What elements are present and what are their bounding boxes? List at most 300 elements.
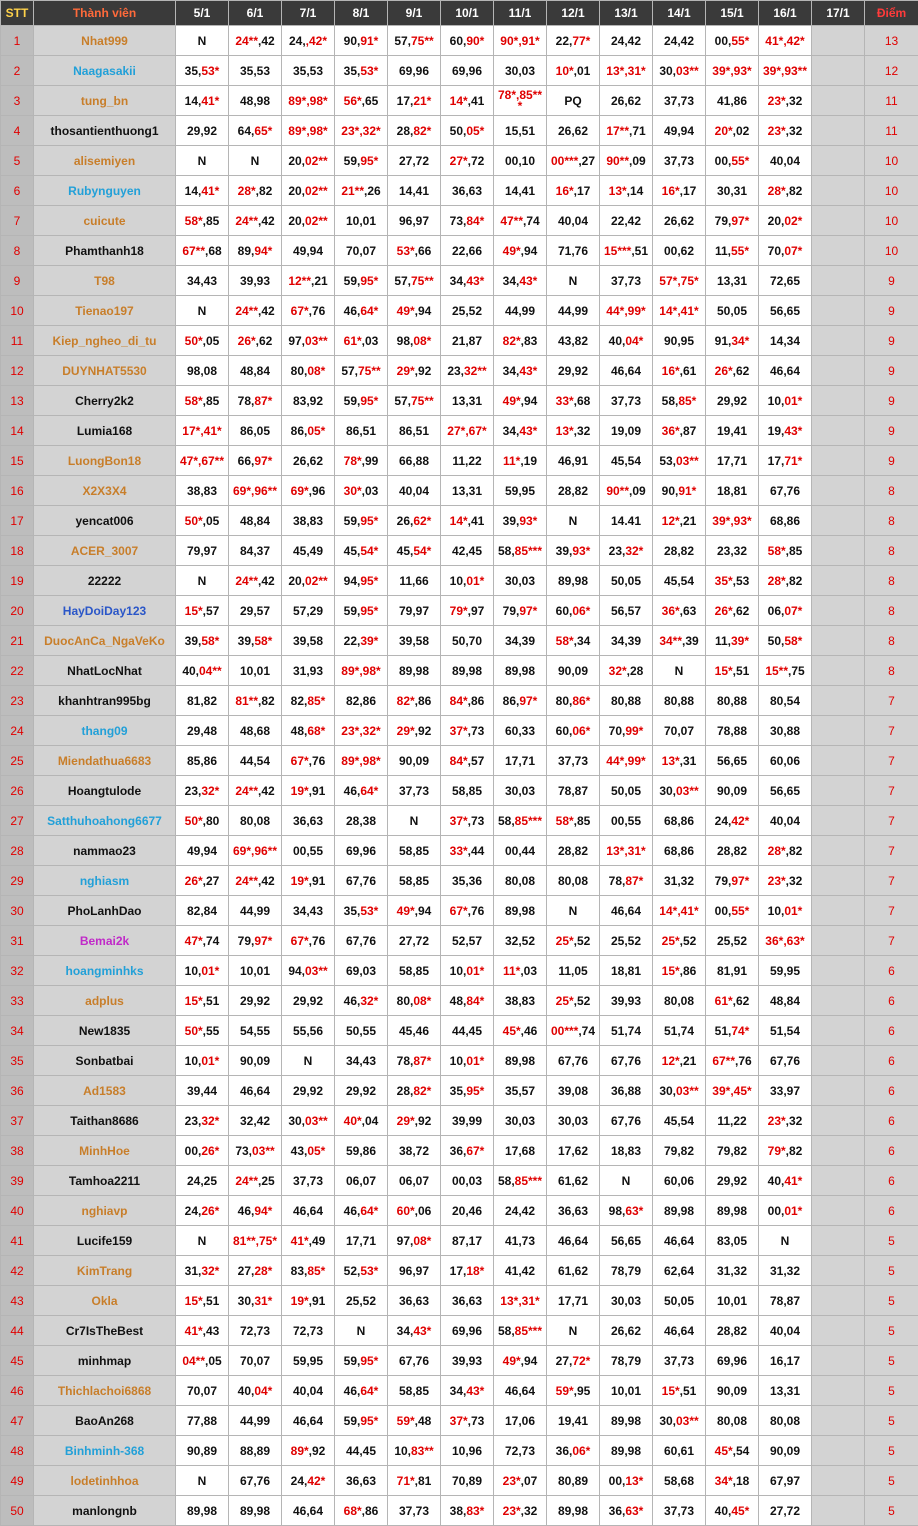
table-row — [1, 266, 918, 296]
score-part: ,03 — [520, 964, 537, 978]
score-part: 50,05 — [611, 574, 641, 588]
score-part: 67,97 — [770, 1474, 800, 1488]
score-part: 85,86 — [187, 754, 217, 768]
score-part: 34, — [397, 1324, 414, 1338]
score-cell — [494, 926, 547, 956]
score-cell — [176, 236, 229, 266]
points-cell: 10 — [865, 146, 918, 176]
score-cell — [335, 626, 388, 656]
score-cell — [388, 146, 441, 176]
score-cell — [653, 86, 706, 116]
rank-cell: 23 — [1, 686, 34, 716]
score-part: 10, — [768, 394, 785, 408]
score-cell — [282, 116, 335, 146]
rank-cell: 48 — [1, 1436, 34, 1466]
score-part: 69,96 — [452, 1324, 482, 1338]
score-cell — [547, 1226, 600, 1256]
score-cell — [759, 926, 812, 956]
score-part: 94* — [254, 244, 272, 258]
score-part: 87* — [254, 394, 272, 408]
score-cell — [335, 926, 388, 956]
score-part: 89* — [288, 94, 306, 108]
table-row — [1, 1496, 918, 1526]
score-part: 58,85 — [399, 964, 429, 978]
score-part: 64* — [360, 1384, 378, 1398]
score-part: 78,79 — [611, 1264, 641, 1278]
score-part: 34,43 — [293, 904, 323, 918]
score-part: 80,88 — [611, 694, 641, 708]
score-cell — [653, 1136, 706, 1166]
score-part: 41* — [784, 1174, 802, 1188]
score-part: 80, — [291, 364, 308, 378]
empty-cell — [812, 536, 865, 566]
score-part: ,45* — [730, 1084, 751, 1098]
table-row — [1, 26, 918, 56]
score-cell — [494, 296, 547, 326]
score-part: 06, — [768, 604, 785, 618]
score-part: 35, — [450, 1084, 467, 1098]
score-part: 40, — [238, 1384, 255, 1398]
score-part: 53* — [201, 64, 219, 78]
score-part: 14* — [659, 904, 677, 918]
score-cell — [494, 1436, 547, 1466]
score-cell — [229, 1436, 282, 1466]
score-part: 81,82 — [187, 694, 217, 708]
score-part: 58,85 — [452, 784, 482, 798]
score-part: 30, — [659, 1084, 676, 1098]
score-part: 25,52 — [611, 934, 641, 948]
score-part: 89* — [341, 664, 359, 678]
score-part: 34, — [503, 274, 520, 288]
score-cell — [494, 476, 547, 506]
member-name: X2X3X4 — [34, 476, 176, 506]
empty-cell — [812, 566, 865, 596]
score-part: 24** — [235, 214, 258, 228]
points-cell: 7 — [865, 746, 918, 776]
score-cell — [706, 416, 759, 446]
rank-cell: 47 — [1, 1406, 34, 1436]
empty-cell — [812, 116, 865, 146]
score-part: 05* — [307, 424, 325, 438]
score-part: ,81 — [415, 1474, 432, 1488]
table-row — [1, 296, 918, 326]
score-cell — [494, 416, 547, 446]
score-cell — [229, 146, 282, 176]
score-part: 85*** — [515, 814, 542, 828]
score-cell — [335, 386, 388, 416]
score-part: 39, — [238, 634, 255, 648]
score-part: 46,91 — [558, 454, 588, 468]
score-cell — [176, 1286, 229, 1316]
score-part: 27, — [556, 1354, 573, 1368]
score-part: 27* — [450, 154, 468, 168]
score-part: 08* — [413, 1234, 431, 1248]
score-part: ,41 — [468, 94, 485, 108]
score-cell — [229, 926, 282, 956]
score-part: 51,74 — [611, 1024, 641, 1038]
score-part: 19,09 — [611, 424, 641, 438]
header-date: 13/1 — [600, 1, 653, 26]
score-part: 68,86 — [664, 814, 694, 828]
score-cell — [176, 1136, 229, 1166]
score-part: 66,88 — [399, 454, 429, 468]
score-cell — [600, 1286, 653, 1316]
header-date: 5/1 — [176, 1, 229, 26]
score-cell — [653, 1256, 706, 1286]
score-part: 17** — [606, 124, 629, 138]
score-cell — [388, 596, 441, 626]
empty-cell — [812, 1136, 865, 1166]
score-part: ,41 — [468, 514, 485, 528]
score-cell — [176, 266, 229, 296]
score-part: 47* — [185, 934, 203, 948]
score-part: 67** — [712, 1054, 735, 1068]
score-part: ,85 — [574, 814, 591, 828]
empty-cell — [812, 1016, 865, 1046]
rank-cell: 19 — [1, 566, 34, 596]
score-part: 60* — [397, 1204, 415, 1218]
points-cell: 6 — [865, 1106, 918, 1136]
score-cell — [706, 986, 759, 1016]
score-cell — [706, 1496, 759, 1526]
score-cell — [653, 296, 706, 326]
score-part: 85* — [678, 394, 696, 408]
score-part: 67,76 — [240, 1474, 270, 1488]
score-cell — [282, 566, 335, 596]
score-part: 90** — [606, 484, 629, 498]
score-part: 40* — [344, 1114, 362, 1128]
score-part: 37,73 — [399, 1504, 429, 1518]
points-cell: 11 — [865, 116, 918, 146]
score-cell — [706, 1406, 759, 1436]
score-part: 42* — [307, 1474, 325, 1488]
score-cell — [759, 386, 812, 416]
score-part: 49,94 — [293, 244, 323, 258]
score-cell — [653, 1496, 706, 1526]
score-cell — [335, 1316, 388, 1346]
score-cell — [335, 1106, 388, 1136]
score-part: 61* — [344, 334, 362, 348]
score-part: 31* — [254, 1294, 272, 1308]
score-cell — [176, 1316, 229, 1346]
score-part: 97* — [519, 694, 537, 708]
score-cell — [176, 1196, 229, 1226]
score-cell — [759, 686, 812, 716]
score-part: 59, — [344, 604, 361, 618]
table-row — [1, 86, 918, 116]
score-cell — [176, 56, 229, 86]
score-part: 43* — [519, 364, 537, 378]
score-part: 12* — [662, 1054, 680, 1068]
member-name: minhmap — [34, 1346, 176, 1376]
points-cell: 7 — [865, 716, 918, 746]
score-part: 98,08 — [187, 364, 217, 378]
score-part: 00, — [185, 1144, 202, 1158]
score-cell — [388, 896, 441, 926]
points-cell: 5 — [865, 1466, 918, 1496]
score-cell — [388, 86, 441, 116]
score-part: 38,83 — [187, 484, 217, 498]
score-part: 45, — [344, 544, 361, 558]
score-part: 69* — [233, 844, 251, 858]
score-part: 70,89 — [452, 1474, 482, 1488]
score-part: 48, — [291, 724, 308, 738]
rank-cell: 13 — [1, 386, 34, 416]
score-part: ,51 — [680, 1384, 697, 1398]
score-part: 44,45 — [346, 1444, 376, 1458]
score-cell — [547, 1496, 600, 1526]
score-cell — [706, 236, 759, 266]
score-part: ,96** — [251, 844, 277, 858]
score-cell — [653, 536, 706, 566]
score-part: ,63* — [783, 934, 804, 948]
score-cell — [759, 566, 812, 596]
member-name: Phamthanh18 — [34, 236, 176, 266]
member-name: New1835 — [34, 1016, 176, 1046]
score-part: 28* — [238, 184, 256, 198]
score-part: 63* — [625, 1204, 643, 1218]
score-part: 90,09 — [240, 1054, 270, 1068]
score-cell — [653, 356, 706, 386]
score-part: ,51 — [203, 1294, 220, 1308]
score-cell — [706, 1196, 759, 1226]
rank-cell: 18 — [1, 536, 34, 566]
score-part: 89,98 — [664, 1204, 694, 1218]
score-part: 58* — [254, 634, 272, 648]
score-cell — [494, 1496, 547, 1526]
score-cell — [600, 1256, 653, 1286]
score-part: 46, — [344, 1204, 361, 1218]
score-cell — [388, 626, 441, 656]
score-part: 52, — [344, 1264, 361, 1278]
score-cell — [441, 746, 494, 776]
header-date: 12/1 — [547, 1, 600, 26]
score-part: 14* — [450, 514, 468, 528]
score-part: 72,73 — [293, 1324, 323, 1338]
score-part: 64* — [360, 784, 378, 798]
score-part: 83** — [411, 1444, 434, 1458]
score-part: 27* — [447, 424, 465, 438]
score-part: 48,68 — [240, 724, 270, 738]
score-part: 44,45 — [452, 1024, 482, 1038]
score-part: 24** — [235, 304, 258, 318]
score-cell — [547, 836, 600, 866]
score-cell — [547, 896, 600, 926]
score-cell — [229, 1046, 282, 1076]
score-cell — [759, 776, 812, 806]
score-part: ,62 — [733, 994, 750, 1008]
score-part: ,91 — [309, 784, 326, 798]
score-cell — [176, 986, 229, 1016]
score-part: 36,63 — [558, 1204, 588, 1218]
score-part: 80,88 — [664, 694, 694, 708]
score-part: 42* — [731, 814, 749, 828]
rank-cell: 24 — [1, 716, 34, 746]
rank-cell: 10 — [1, 296, 34, 326]
score-part: 89,98 — [505, 664, 535, 678]
score-part: 46,64 — [664, 1234, 694, 1248]
score-cell — [494, 326, 547, 356]
score-part: 56,57 — [611, 604, 641, 618]
table-row — [1, 236, 918, 266]
score-cell — [653, 1316, 706, 1346]
points-cell: 6 — [865, 1076, 918, 1106]
score-part: 38, — [450, 1504, 467, 1518]
score-part: 50, — [768, 634, 785, 648]
score-cell — [547, 1436, 600, 1466]
points-cell: 13 — [865, 26, 918, 56]
table-row — [1, 1106, 918, 1136]
score-cell — [229, 866, 282, 896]
points-cell: 7 — [865, 896, 918, 926]
score-cell — [176, 1076, 229, 1106]
score-cell — [494, 1136, 547, 1166]
member-name: tung_bn — [34, 86, 176, 116]
score-part: 05* — [466, 124, 484, 138]
score-cell — [494, 1106, 547, 1136]
score-cell — [176, 476, 229, 506]
score-part: ,94 — [415, 904, 432, 918]
score-part: 20, — [288, 574, 305, 588]
score-part: ,67* — [465, 424, 486, 438]
score-part: ,51 — [631, 244, 648, 258]
points-cell: 10 — [865, 236, 918, 266]
empty-cell — [812, 746, 865, 776]
score-part: 24, — [291, 1474, 308, 1488]
member-name: Naagasakii — [34, 56, 176, 86]
member-name: nghiasm — [34, 866, 176, 896]
score-part: 17,71 — [505, 754, 535, 768]
score-cell — [653, 1106, 706, 1136]
rank-cell: 41 — [1, 1226, 34, 1256]
score-part: 67,76 — [611, 1054, 641, 1068]
score-part: 23, — [447, 364, 464, 378]
score-cell — [653, 926, 706, 956]
score-cell — [494, 566, 547, 596]
empty-cell — [812, 926, 865, 956]
score-part: 25,52 — [452, 304, 482, 318]
score-cell — [759, 1226, 812, 1256]
score-part: 82* — [413, 1084, 431, 1098]
score-part: 13* — [556, 424, 574, 438]
score-cell — [706, 806, 759, 836]
score-cell — [282, 296, 335, 326]
score-cell — [388, 836, 441, 866]
score-part: 23,32 — [717, 544, 747, 558]
member-name: Tamhoa2211 — [34, 1166, 176, 1196]
score-cell — [335, 1466, 388, 1496]
score-part: 67** — [182, 244, 205, 258]
score-part: 59* — [556, 1384, 574, 1398]
score-part: 59,86 — [346, 1144, 376, 1158]
score-part: 38,83 — [293, 514, 323, 528]
score-cell — [388, 746, 441, 776]
score-cell — [282, 836, 335, 866]
score-cell — [335, 536, 388, 566]
score-part: ,98* — [306, 94, 327, 108]
score-part: 31,32 — [717, 1264, 747, 1278]
score-part: 18* — [466, 1264, 484, 1278]
score-cell — [335, 416, 388, 446]
score-part: ,96 — [309, 484, 326, 498]
score-cell — [653, 626, 706, 656]
score-cell — [600, 1136, 653, 1166]
score-part: 44* — [606, 304, 624, 318]
score-part: 89* — [288, 124, 306, 138]
score-part: 79, — [715, 214, 732, 228]
score-part: ,72 — [468, 154, 485, 168]
score-cell — [441, 776, 494, 806]
rank-cell: 28 — [1, 836, 34, 866]
score-part: 29,92 — [717, 1174, 747, 1188]
score-cell — [229, 1196, 282, 1226]
score-cell — [282, 1136, 335, 1166]
score-part: 00*** — [551, 1024, 578, 1038]
points-cell: 6 — [865, 1196, 918, 1226]
score-part: 49* — [503, 394, 521, 408]
score-part: 24** — [235, 874, 258, 888]
score-cell — [229, 1286, 282, 1316]
member-name: hoangminhks — [34, 956, 176, 986]
rank-cell: 11 — [1, 326, 34, 356]
score-cell — [600, 326, 653, 356]
score-part: 58, — [498, 814, 515, 828]
score-cell — [176, 1016, 229, 1046]
score-cell — [547, 986, 600, 1016]
score-cell — [706, 326, 759, 356]
table-row — [1, 806, 918, 836]
score-cell — [706, 1256, 759, 1286]
score-part: ,73 — [468, 814, 485, 828]
score-cell — [653, 896, 706, 926]
score-cell — [441, 716, 494, 746]
score-part: 45* — [731, 1504, 749, 1518]
table-row — [1, 1226, 918, 1256]
score-part: 89,98 — [452, 664, 482, 678]
score-part: 23, — [609, 544, 626, 558]
score-part: 72,73 — [505, 1444, 535, 1458]
score-part: 90,09 — [717, 784, 747, 798]
score-part: 43* — [784, 424, 802, 438]
score-cell — [282, 776, 335, 806]
empty-cell — [812, 416, 865, 446]
score-part: ,41* — [200, 424, 221, 438]
score-cell — [600, 986, 653, 1016]
score-part: ,32 — [786, 1114, 803, 1128]
score-part: 00,62 — [664, 244, 694, 258]
score-part: 14,41 — [505, 184, 535, 198]
score-part: 89* — [291, 1444, 309, 1458]
score-cell — [706, 26, 759, 56]
score-part: ,32* — [359, 124, 380, 138]
score-part: 86,05 — [240, 424, 270, 438]
score-cell — [547, 1286, 600, 1316]
score-part: 07* — [784, 244, 802, 258]
score-part: 36,63 — [452, 184, 482, 198]
score-cell — [600, 506, 653, 536]
score-part: 41,86 — [717, 94, 747, 108]
score-part: ,76 — [309, 754, 326, 768]
score-part: 00,44 — [505, 844, 535, 858]
score-cell — [229, 356, 282, 386]
score-cell — [600, 1436, 653, 1466]
score-part: 18,81 — [717, 484, 747, 498]
score-cell — [653, 26, 706, 56]
rank-cell: 25 — [1, 746, 34, 776]
score-part: 04** — [199, 664, 222, 678]
score-part: ,48 — [415, 1414, 432, 1428]
score-cell — [653, 836, 706, 866]
